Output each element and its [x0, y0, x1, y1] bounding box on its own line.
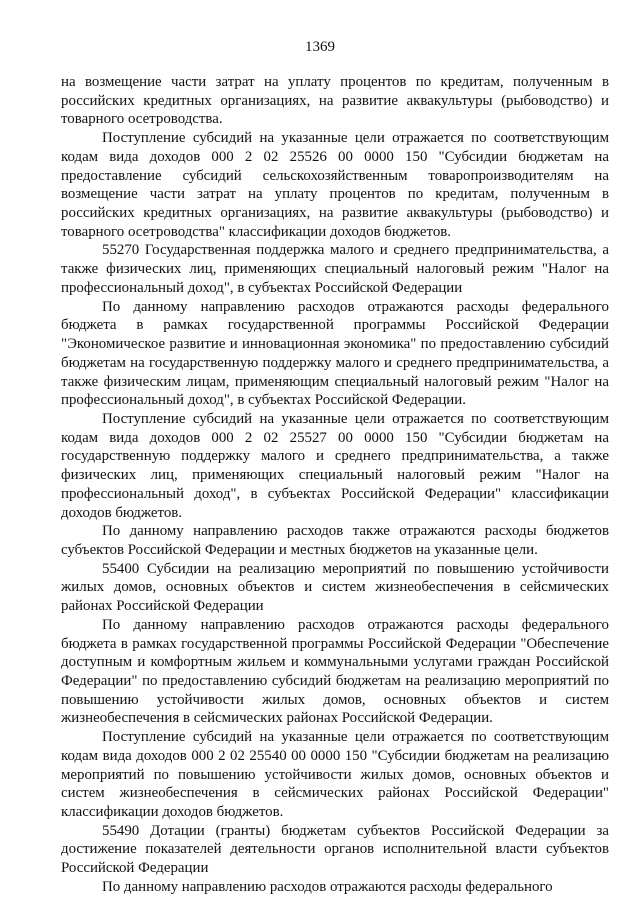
paragraph: По данному направлению расходов отражаются расходы федерального бюджета в рамках государственной программы Российской Федерации "Обеспечение доступным и комфортным жильем и коммунальными услугами граждан Российской Федерации" по предоставлению субсидий бюджетам на реализацию мероприятий по повышению устойчивости жилых домов, основных объектов и систем жизнеобеспечения в сейсмических районах Российской Федерации. — [61, 616, 609, 727]
paragraph: По данному направлению расходов отражаются расходы федерального — [102, 878, 553, 895]
paragraph: на возмещение части затрат на уплату процентов по кредитам, полученным в российских кредитных организациях, на развитие аквакультуры (рыбоводство) и товарного осетроводства. — [61, 74, 609, 128]
paragraph: Поступление субсидий на указанные цели отражается по соответствующим кодам вида доходов 000 2 02 25526 00 0000 150 "Субсидии бюджетам на предоставление субсидий сельскохозяйственным товаропроизводителям на возмещение части затрат на уплату процентов по кредитам, полученным в российских кредитных организациях, на развитие аквакультуры (рыбоводство) и товарного осетроводства" классификации доходов бюджетов. — [61, 130, 609, 240]
document-body — [61, 73, 609, 897]
page-number: 1369 — [305, 39, 335, 55]
paragraph: По данному направлению расходов также отражаются расходы бюджетов субъектов Российской Федерации и местных бюджетов на указанные цели. — [61, 523, 609, 558]
section-heading-55490: 55490 Дотации (гранты) бюджетам субъектов Российской Федерации за достижение показателей деятельности органов исполнительной власти субъектов Российской Федерации — [61, 822, 609, 877]
paragraph: По данному направлению расходов отражаются расходы федерального бюджета в рамках государственной программы Российской Федерации "Экономическое развитие и инновационная экономика" по предоставлению субсидий бюджетам на государственную поддержку малого и среднего предпринимательства, а также физическим лицам, применяющим специальный налоговый режим "Налог на профессиональный доход", в субъектах Российской Федерации. — [61, 298, 609, 409]
section-heading-55400: 55400 Субсидии на реализацию мероприятий по повышению устойчивости жилых домов, основных объектов и систем жизнеобеспечения в сейсмических районах Российской Федерации — [61, 560, 609, 615]
section-heading-55270: 55270 Государственная поддержка малого и среднего предпринимательства, а также физических лиц, применяющих специальный налоговый режим "Налог на профессиональный доход", в субъектах Российской Федерации — [61, 242, 609, 296]
paragraph: Поступление субсидий на указанные цели отражается по соответствующим кодам вида доходов 000 2 02 25540 00 0000 150 "Субсидии бюджетам на реализацию мероприятий по повышению устойчивости жилых домов, основных объектов и систем жизнеобеспечения в сейсмических районах Российской Федерации" классификации доходов бюджетов. — [61, 729, 609, 821]
paragraph: Поступление субсидий на указанные цели отражается по соответствующим кодам вида доходов 000 2 02 25527 00 0000 150 "Субсидии бюджетам на государственную поддержку малого и среднего предпринимательства, а также физических лиц, применяющих специальный налоговый режим "Налог на профессиональный доход", в субъектах Российской Федерации" классификации доходов бюджетов. — [61, 410, 609, 521]
